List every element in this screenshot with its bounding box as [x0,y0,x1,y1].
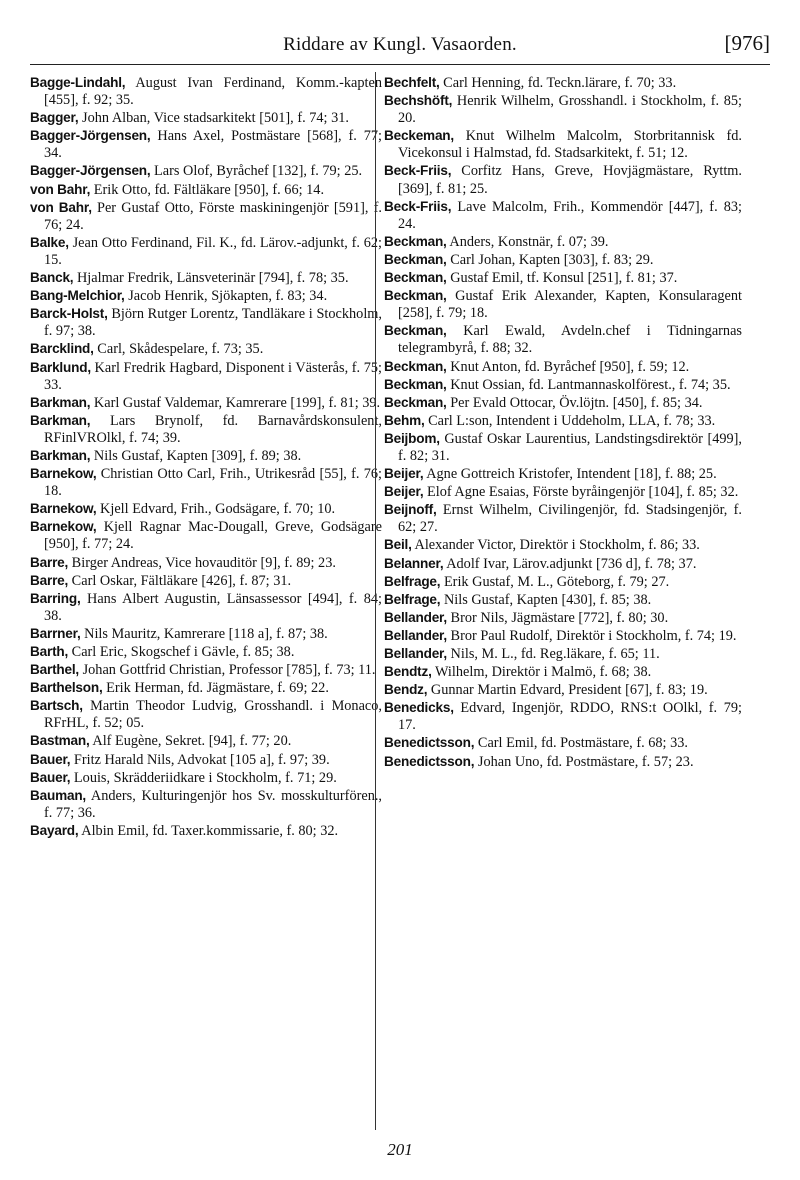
entry-surname: Barring, [30,590,81,606]
entry-details: Kjell Edvard, Frih., Godsägare, f. 70; 10. [96,501,336,518]
register-entry [384,74,742,92]
entry-details: Jean Otto Ferdinand, Fil. K., fd. Lärov.-adjunkt, f. 62; 15. [44,234,382,268]
entry-details: Carl L:son, Intendent i Uddeholm, LLA, f. 78; 33. [424,412,716,429]
entry-surname: Bagger-Jörgensen, [30,163,151,179]
entry-details: Lars Brynolf, fd. Barnavårdskonsulent, RFinlVROlkl, f. 74; 39. [44,412,382,446]
entry-details: Elof Agne Esaias, Förste byråingenjör [104], f. 85; 32. [423,484,739,501]
entry-surname: Beck-Friis, [384,198,452,214]
register-entry [384,251,742,269]
entry-surname: Benedictsson, [384,735,475,751]
entry-surname: Beckman, [384,270,447,286]
entry-details: Corfitz Hans, Greve, Hovjägmästare, Ryttm. [369], f. 81; 25. [398,163,742,197]
entry-surname: Barre, [30,554,69,570]
entry-surname: von Bahr, [30,199,92,215]
register-entry [384,555,742,573]
entry-surname: Beijer, [384,484,424,500]
register-entry [30,822,382,840]
entry-details: John Alban, Vice stadsarkitekt [501], f. 74; 31. [78,110,349,127]
entry-surname: Barrner, [30,625,81,641]
entry-surname: Benedictsson, [384,753,475,769]
register-entry [30,234,382,269]
entry-surname: Beckman, [384,376,447,392]
entry-details: Johan Uno, fd. Postmästare, f. 57; 23. [474,753,694,770]
register-entry [384,734,742,752]
entry-details: Kjell Ragnar Mac-Dougall, Greve, Godsägare [950], f. 77; 24. [44,519,382,553]
entry-surname: von Bahr, [30,181,91,197]
register-entry [30,572,382,590]
entry-surname: Beil, [384,537,412,553]
entry-details: Carl Henning, fd. Teckn.lärare, f. 70; 33. [439,75,677,91]
entry-surname: Barthelson, [30,680,103,696]
register-entry [30,109,382,127]
register-entry [30,769,382,787]
entry-details: Carl Oskar, Fältläkare [426], f. 87; 31. [68,572,292,589]
entry-surname: Belfrage, [384,573,441,589]
register-entry [384,609,742,627]
entry-surname: Behm, [384,412,425,428]
entry-details: Carl, Skådespelare, f. 73; 35. [93,341,264,358]
page-header [30,31,770,64]
register-entry [384,681,742,699]
entry-surname: Barck-Holst, [30,306,108,322]
entry-surname: Beckman, [384,233,447,249]
entry-details: Nils Gustaf, Kapten [309], f. 89; 38. [90,447,302,464]
entry-details: Ernst Wilhelm, Civilingenjör, fd. Stadsingenjör, f. 62; 27. [398,502,742,536]
entry-details: Birger Andreas, Vice hovauditör [9], f. 89; 23. [68,554,336,571]
register-entry [30,181,382,199]
register-entry [384,162,742,197]
register-entry [384,573,742,591]
register-entry [384,591,742,609]
entry-details: Nils, M. L., fd. Reg.läkare, f. 65; 11. [446,646,660,662]
entry-details: Hans Albert Augustin, Länsassessor [494], f. 84; 38. [44,590,382,624]
entry-surname: Barkman, [30,412,91,428]
entry-surname: Bellander, [384,609,447,625]
entry-surname: Bagger-Jörgensen, [30,128,151,144]
entry-details: Agne Gottreich Kristofer, Intendent [18], f. 88; 25. [423,466,717,483]
entry-surname: Belanner, [384,555,444,571]
entry-surname: Balke, [30,234,69,250]
entry-details: Gunnar Martin Edvard, President [67], f. 83; 19. [427,682,708,699]
register-entry [30,554,382,572]
entry-details: Björn Rutger Lorentz, Tandläkare i Stockholm, f. 97; 38. [44,306,382,340]
entry-details: Nils Mauritz, Kamrerare [118 a], f. 87; 38. [80,625,328,642]
register-entry [384,536,742,554]
register-entry [30,359,382,394]
register-entry [384,394,742,412]
register-entry [384,753,742,771]
entry-details: Alf Eugène, Sekret. [94], f. 77; 20. [89,733,292,750]
entry-surname: Benedicks, [384,700,454,716]
entry-surname: Beckman, [384,394,447,410]
register-entry [384,501,742,536]
header-rule [30,64,770,65]
entry-details: Erik Gustaf, M. L., Göteborg, f. 79; 27. [440,573,670,590]
register-entry [384,412,742,430]
entry-surname: Barnekow, [30,501,97,517]
entry-details: Edvard, Ingenjör, RDDO, RNS:t OOlkl, f. 79; 17. [398,700,742,734]
register-entry [30,787,382,822]
entry-surname: Barkman, [30,394,91,410]
entry-details: August Ivan Ferdinand, Komm.-kapten [455], f. 92; 35. [44,75,382,109]
entry-surname: Bellander, [384,627,447,643]
register-entry [384,465,742,483]
register-entry [384,627,742,645]
entry-surname: Bechfelt, [384,75,440,90]
register-entry [30,732,382,750]
register-entry [30,199,382,234]
register-entry [384,269,742,287]
entry-details: Anders, Kulturingenjör hos Sv. mosskulturfören., f. 77; 36. [44,787,382,821]
register-entry [30,590,382,625]
entry-surname: Beijbom, [384,430,440,446]
column-divider [375,72,376,1130]
register-entry [30,643,382,661]
entry-surname: Barnekow, [30,466,97,482]
entry-surname: Beijer, [384,466,424,482]
register-entry [30,394,382,412]
entry-details: Karl Gustaf Valdemar, Kamrerare [199], f. 81; 39. [90,394,381,411]
register-entry [384,663,742,681]
register-entry [30,518,382,553]
entry-details: Knut Anton, fd. Byråchef [950], f. 59; 12. [446,358,690,375]
entry-surname: Barnekow, [30,519,97,535]
entry-details: Nils Gustaf, Kapten [430], f. 85; 38. [440,591,652,608]
entry-surname: Bastman, [30,733,90,749]
register-entry [30,447,382,465]
entry-surname: Bellander, [384,646,447,661]
entry-surname: Barthel, [30,662,80,678]
entry-details: Gustaf Erik Alexander, Kapten, Konsularagent [258], f. 79; 18. [398,288,742,322]
entry-surname: Bayard, [30,822,79,838]
register-entry [30,340,382,358]
entry-details: Albin Emil, fd. Taxer.kommissarie, f. 80; 32. [78,822,339,839]
entry-surname: Barcklind, [30,341,94,357]
entry-details: Lars Olof, Byråchef [132], f. 79; 25. [150,163,363,180]
register-entry [384,645,742,663]
register-entry [384,233,742,251]
entry-details: Erik Herman, fd. Jägmästare, f. 69; 22. [102,680,329,697]
entry-surname: Bendz, [384,682,428,698]
entry-surname: Barkman, [30,447,91,463]
register-entry [384,287,742,322]
entry-details: Anders, Konstnär, f. 07; 39. [446,233,609,250]
register-entry [30,697,382,732]
entry-details: Karl Fredrik Hagbard, Disponent i Västerås, f. 75; 33. [44,359,382,393]
left-column [30,74,382,840]
entry-surname: Bauer, [30,769,71,785]
entry-details: Martin Theodor Ludvig, Grosshandl. i Monaco, RFrHL, f. 52; 05. [44,698,382,732]
register-entry [30,74,382,109]
register-entry [384,483,742,501]
entry-details: Jacob Henrik, Sjökapten, f. 83; 34. [124,288,328,305]
entry-details: Karl Ewald, Avdeln.chef i Tidningarnas telegrambyrå, f. 88; 32. [398,323,742,357]
entry-surname: Bartsch, [30,698,83,714]
header-page-number: [976] [724,31,770,55]
entry-details: Lave Malcolm, Frih., Kommendör [447], f. 83; 24. [398,198,742,232]
entry-surname: Beckman, [384,251,447,267]
entry-surname: Beck-Friis, [384,163,452,179]
entry-surname: Bendtz, [384,664,432,680]
entry-surname: Belfrage, [384,591,441,607]
register-entry [30,679,382,697]
register-entry [30,661,382,679]
entry-surname: Barth, [30,644,69,659]
entry-surname: Bauman, [30,787,87,803]
register-entry [30,625,382,643]
entry-surname: Beckman, [384,323,447,339]
page-title: Riddare av Kungl. Vasaorden. [283,34,517,55]
entry-details: Henrik Wilhelm, Grosshandl. i Stockholm, f. 85; 20. [398,93,742,127]
entry-details: Hans Axel, Postmästare [568], f. 77; 34. [44,128,382,162]
register-entry [384,127,742,162]
entry-surname: Barklund, [30,359,91,375]
register-entry [30,305,382,340]
entry-details: Johan Gottfrid Christian, Professor [785], f. 73; 11. [79,662,376,679]
entry-details: Bror Nils, Jägmästare [772], f. 80; 30. [446,609,669,626]
entry-surname: Beijnoff, [384,502,437,518]
entry-surname: Banck, [30,270,74,286]
register-entry [384,430,742,465]
entry-details: Knut Wilhelm Malcolm, Storbritannisk fd. Vicekonsul i Halmstad, fd. Stadsarkitekt, f. 51; 12. [398,128,742,162]
entry-surname: Beckman, [384,358,447,374]
entry-details: Bror Paul Rudolf, Direktör i Stockholm, f. 74; 19. [446,627,737,644]
register-entry [384,358,742,376]
entry-details: Christian Otto Carl, Frih., Utrikesråd [55], f. 76; 18. [44,466,382,500]
register-entry [30,465,382,500]
entry-details: Per Gustaf Otto, Förste maskiningenjör [591], f. 76; 24. [44,199,382,233]
entry-surname: Beckeman, [384,128,454,144]
entry-details: Carl Eric, Skogschef i Gävle, f. 85; 38. [68,644,295,660]
entry-surname: Beckman, [384,288,447,304]
register-entry [30,500,382,518]
entry-details: Wilhelm, Direktör i Malmö, f. 68; 38. [431,664,652,681]
right-column [384,74,742,771]
entry-surname: Bauer, [30,751,71,767]
register-entry [30,162,382,180]
register-entry [30,287,382,305]
entry-surname: Bang-Melchior, [30,288,125,304]
entry-surname: Bechshöft, [384,93,453,109]
register-entry [384,376,742,394]
entry-details: Louis, Skrädderiidkare i Stockholm, f. 71; 29. [70,769,337,786]
entry-details: Adolf Ivar, Lärov.adjunkt [736 d], f. 78; 37. [443,555,697,572]
register-entry [30,127,382,162]
register-entry [384,92,742,127]
entry-details: Gustaf Oskar Laurentius, Landstingsdirektör [499], f. 82; 31. [398,430,742,464]
entry-details: Alexander Victor, Direktör i Stockholm, f. 86; 33. [411,537,700,554]
entry-surname: Barre, [30,572,69,588]
register-entry [384,699,742,734]
register-entry [384,198,742,233]
entry-details: Per Evald Ottocar, Öv.löjtn. [450], f. 85; 34. [446,394,703,411]
register-entry [384,322,742,357]
footer-page-number: 201 [387,1140,413,1159]
entry-details: Erik Otto, fd. Fältläkare [950], f. 66; 14. [90,181,325,198]
register-entry [30,751,382,769]
entry-surname: Bagger, [30,110,79,126]
entry-details: Knut Ossian, fd. Lantmannaskolförest., f. 74; 35. [446,376,731,393]
entry-details: Carl Johan, Kapten [303], f. 83; 29. [446,251,654,268]
entry-details: Hjalmar Fredrik, Länsveterinär [794], f. 78; 35. [73,270,349,287]
register-entry [30,412,382,447]
entry-details: Fritz Harald Nils, Advokat [105 a], f. 97; 39. [70,751,330,768]
entry-details: Carl Emil, fd. Postmästare, f. 68; 33. [474,735,688,752]
entry-details: Gustaf Emil, tf. Konsul [251], f. 81; 37. [446,270,678,287]
entry-surname: Bagge-Lindahl, [30,75,126,90]
register-entry [30,269,382,287]
